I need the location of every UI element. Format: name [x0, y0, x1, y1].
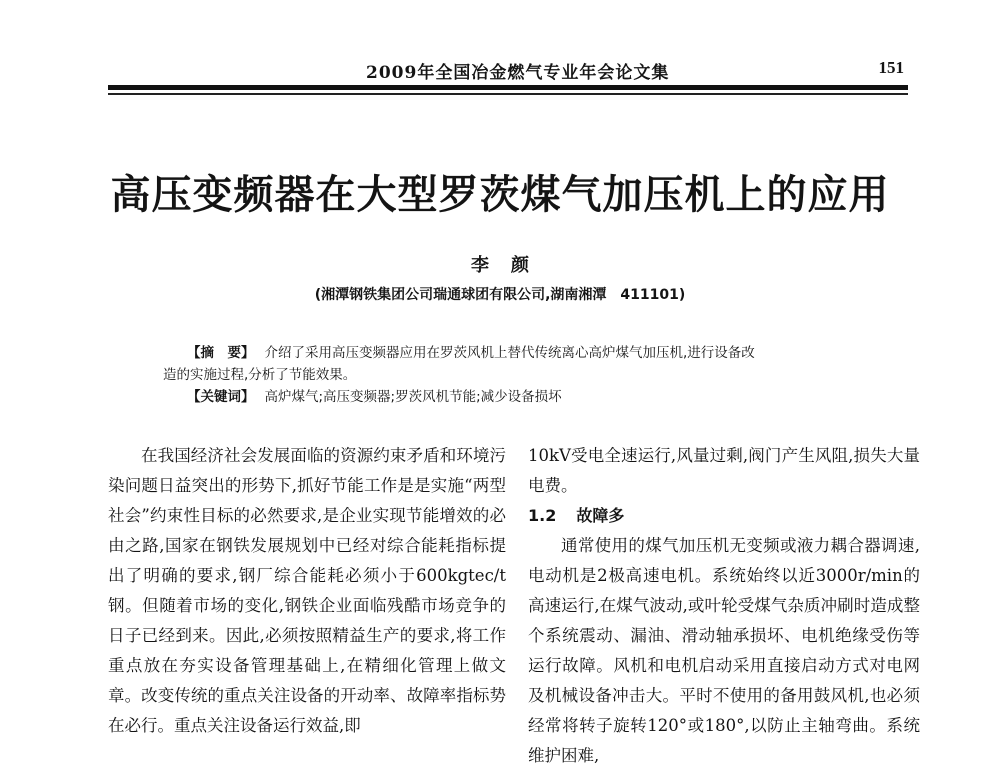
continued-paragraph: 10kV受电全速运行,风量过剩,阀门产生风阻,损失大量电费。 — [528, 446, 920, 495]
author-name: 李颜 — [471, 255, 551, 276]
abstract-line-2: 造的实施过程,分析了节能效果。 — [163, 367, 357, 383]
intro-paragraph: 在我国经济社会发展面临的资源约束矛盾和环境污染问题日益突出的形势下,抓好节能工作是是实施“两型社会”约束性目标的必然要求,是企业实现节能增效的必由之路,国家在钢铁发展规划中已经对综合能耗指标提出了明确的要求,钢厂综合能耗必须小于600kgtec/t钢。但随着市场的变化,钢铁企业面临残酷市场竞争的日子已经到来。因此,必须按照精益生产的要求,将工作重点放在夯实设备管理基础上,在精细化管理上做文章。改变传统的重点关注设备的开动率、故障率指标势在必行。重点关注设备运行效益,即 — [108, 446, 506, 735]
header-rule-thick — [108, 85, 908, 90]
section-title: 故障多 — [576, 506, 625, 525]
author-affiliation: (湘潭钢铁集团公司瑞通球团有限公司,湖南湘潭 411101) — [314, 287, 686, 303]
abstract-label: 【摘 要】 — [187, 345, 255, 361]
article-title: 高压变频器在大型罗茨煤气加压机上的应用 — [110, 171, 890, 218]
section-number: 1.2 — [528, 506, 557, 525]
left-column — [108, 441, 506, 741]
running-title: 2009年全国冶金燃气专业年会论文集 — [366, 63, 670, 83]
keywords-label: 【关键词】 — [187, 389, 255, 405]
keywords-line — [163, 386, 873, 408]
section-heading — [528, 501, 920, 531]
abstract-text: 介绍了采用高压变频器应用在罗茨风机上替代传统离心高炉煤气加压机,进行设备改 — [264, 345, 755, 361]
right-column — [528, 441, 920, 771]
header-rule-thin — [108, 93, 908, 95]
abstract-line — [163, 342, 873, 364]
keywords-text: 高炉煤气;高压变频器;罗茨风机节能;减少设备损坏 — [264, 389, 562, 405]
abstract-block — [163, 342, 873, 408]
section-paragraph: 通常使用的煤气加压机无变频或液力耦合器调速,电动机是2极高速电机。系统始终以近3000r/min的高速运行,在煤气波动,或叶轮受煤气杂质冲刷时造成整个系统震动、漏油、滑动轴承损坏、电机绝缘受伤等运行故障。风机和电机启动采用直接启动方式对电网及机械设备冲击大。平时不使用的备用鼓风机,也必须经常将转子旋转120°或180°,以防止主轴弯曲。系统维护困难, — [528, 536, 920, 765]
running-head — [108, 58, 908, 84]
page-number: 151 — [878, 58, 904, 77]
